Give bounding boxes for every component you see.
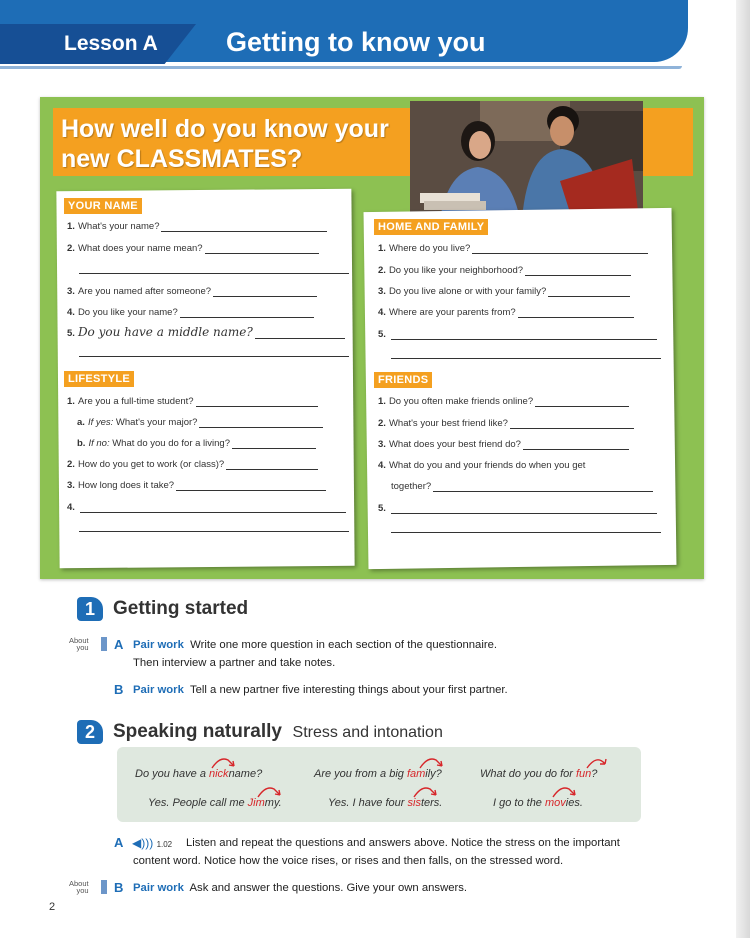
lifestyle-q4 <box>67 502 346 513</box>
q-text: Do you like your neighborhood? <box>388 265 524 276</box>
stressed-syllable: fun <box>576 768 592 780</box>
section-number-2: 2 <box>77 720 103 744</box>
lifestyle-q2 <box>67 459 318 470</box>
q-number: 2. <box>378 418 386 429</box>
instruction-line: Ask and answer the questions. Give your own answers. <box>189 882 468 894</box>
example-question-3 <box>480 768 597 780</box>
q-number: 5. <box>378 329 386 340</box>
your-name-q3 <box>67 286 317 297</box>
q-number: 3. <box>67 286 75 297</box>
intonation-arrow-icon <box>551 785 579 799</box>
lifestyle-q3 <box>67 480 326 491</box>
q-number: 5. <box>67 328 75 339</box>
home-q2 <box>378 265 631 276</box>
answer-line[interactable] <box>391 358 661 359</box>
stressed-syllable: fam <box>406 768 426 780</box>
your-name-q2 <box>67 243 319 254</box>
q-number: 2. <box>378 265 386 276</box>
track-number: 1.02 <box>156 840 173 849</box>
exercise-letter-a: A <box>114 637 124 652</box>
q-text: Do you often make friends online? <box>388 396 534 407</box>
section-label-home-family: HOME AND FAMILY <box>374 219 488 235</box>
answer-line[interactable] <box>79 273 349 274</box>
phrase-part: ters. <box>420 797 443 809</box>
about-you-line-1: About <box>69 636 89 645</box>
home-q3 <box>378 286 630 297</box>
q-text: Where are your parents from? <box>388 307 516 318</box>
answer-line[interactable] <box>226 460 318 470</box>
answer-line[interactable] <box>213 287 317 297</box>
intonation-arrow-icon <box>585 756 609 770</box>
exercise-2a-text-line-1: Listen and repeat the questions and answers above. Notice the stress on the important <box>186 837 620 849</box>
exercise-1b-text <box>133 681 508 699</box>
q-number: 3. <box>67 480 75 491</box>
q-text: Do you like your name? <box>77 307 178 318</box>
your-name-q4 <box>67 307 314 318</box>
q-number: 2. <box>67 243 75 254</box>
section-label-friends: FRIENDS <box>374 372 432 388</box>
instruction-line: Tell a new partner five interesting things about your first partner. <box>189 684 508 696</box>
answer-line[interactable] <box>391 532 661 533</box>
answer-line[interactable] <box>79 531 349 532</box>
home-q4 <box>378 307 634 318</box>
banner-line-2-caps: CLASSMATES? <box>116 145 303 173</box>
lifestyle-qb <box>77 438 316 449</box>
header-underline <box>0 66 682 69</box>
your-name-q1 <box>67 221 327 232</box>
q-text: What does your name mean? <box>77 243 203 254</box>
answer-line[interactable] <box>518 308 634 318</box>
phrase-part: my. <box>264 797 282 809</box>
students-illustration <box>410 101 643 219</box>
about-you-icon <box>69 880 89 894</box>
answer-line[interactable] <box>433 482 653 492</box>
q-text: What's your best friend like? <box>388 418 508 429</box>
section-title-speaking-naturally <box>113 721 443 743</box>
about-you-icon <box>69 637 89 651</box>
phrase-part: What do you do for <box>480 768 576 780</box>
answer-line[interactable] <box>523 440 629 450</box>
q-text: What's your major? <box>115 417 198 428</box>
stressed-syllable: mov <box>544 797 566 809</box>
exercise-2b-text <box>133 879 467 897</box>
q-text: What do you and your friends do when you get <box>388 460 586 471</box>
answer-line[interactable] <box>391 504 657 514</box>
answer-line[interactable] <box>525 266 631 276</box>
exercise-letter-a: A <box>114 835 124 850</box>
answer-line[interactable] <box>472 244 648 254</box>
pair-work-label: Pair work <box>133 639 184 651</box>
section-title-getting-started: Getting started <box>113 598 249 619</box>
stressed-syllable: nick <box>209 768 229 780</box>
friends-q1 <box>378 396 629 407</box>
q-number: 4. <box>378 307 386 318</box>
answer-line[interactable] <box>199 418 323 428</box>
exercise-letter-b: B <box>114 880 124 895</box>
exercise-letter-b: B <box>114 682 124 697</box>
intonation-arrow-icon <box>256 785 284 799</box>
about-you-line-1: About <box>69 879 89 888</box>
q-prefix: If no: <box>88 438 110 449</box>
answer-line[interactable] <box>391 330 657 340</box>
q-number: 2. <box>67 459 75 470</box>
lesson-label: Lesson A <box>64 32 158 55</box>
example-question-1 <box>135 768 262 780</box>
phrase-part: name? <box>228 768 263 780</box>
q-text: What does your best friend do? <box>388 439 521 450</box>
friends-q3 <box>378 439 629 450</box>
instruction-line: Write one more question in each section of the questionnaire. <box>190 639 498 651</box>
q-prefix: If yes: <box>87 417 114 428</box>
friends-q4-cont <box>391 481 653 492</box>
answer-line[interactable] <box>205 244 319 254</box>
q-number: 1. <box>378 243 386 254</box>
q-text: Where do you live? <box>388 243 471 254</box>
lifestyle-qa <box>77 417 323 428</box>
banner-line-2-prefix: new <box>61 145 117 173</box>
banner-title <box>61 114 389 174</box>
q-number: 4. <box>67 502 75 513</box>
intonation-arrow-icon <box>210 756 238 770</box>
answer-line[interactable] <box>232 439 316 449</box>
audio-track[interactable] <box>132 836 172 850</box>
q-number: a. <box>77 417 85 428</box>
phrase-part: Are you from a big <box>314 768 407 780</box>
q-number: 4. <box>67 307 75 318</box>
answer-line[interactable] <box>255 329 345 339</box>
q-text: Are you a full-time student? <box>77 396 194 407</box>
q-number: b. <box>77 438 86 449</box>
phrase-part: ies. <box>565 797 583 809</box>
answer-line[interactable] <box>535 397 629 407</box>
pair-work-label: Pair work <box>133 882 184 894</box>
q-text: How do you get to work (or class)? <box>77 459 225 470</box>
q-text: Do you live alone or with your family? <box>388 286 547 297</box>
answer-line[interactable] <box>161 222 327 232</box>
about-you-line-2: you <box>76 643 89 652</box>
q-text: What's your name? <box>77 221 160 232</box>
home-q1 <box>378 243 648 254</box>
phrase-part: I go to the <box>493 797 545 809</box>
students-photo <box>410 101 643 219</box>
about-you-line-2: you <box>76 886 89 895</box>
pair-work-label: Pair work <box>133 684 184 696</box>
answer-line[interactable] <box>180 308 314 318</box>
q-text: together? <box>391 481 432 492</box>
answer-line[interactable] <box>80 503 346 513</box>
friends-q4 <box>378 460 585 471</box>
friends-q5 <box>378 503 657 514</box>
phrase-part: Do you have a <box>135 768 209 780</box>
intonation-arrow-icon <box>418 756 446 770</box>
about-you-bar <box>101 880 107 894</box>
about-you-bar <box>101 637 107 651</box>
q-text: What do you do for a living? <box>112 438 230 449</box>
q-number: 1. <box>378 396 386 407</box>
section-title-main: Speaking naturally <box>113 721 282 742</box>
lesson-title: Getting to know you <box>226 27 486 57</box>
phrase-part: Yes. I have four <box>328 797 408 809</box>
q-text: How long does it take? <box>77 480 175 491</box>
answer-line[interactable] <box>510 419 634 429</box>
friends-q2 <box>378 418 634 429</box>
exercise-2a-text-line-2: content word. Notice how the voice rises, or rises and then falls, on the stressed word. <box>133 855 564 867</box>
q-number: 5. <box>378 503 386 514</box>
phrase-part: ily? <box>425 768 442 780</box>
answer-line[interactable] <box>176 481 326 491</box>
banner-line-2 <box>61 144 389 174</box>
page-edge <box>736 0 750 938</box>
exercise-1a-text <box>133 636 497 672</box>
intonation-arrow-icon <box>412 785 440 799</box>
q-text: Are you named after someone? <box>77 286 212 297</box>
section-subtitle: Stress and intonation <box>292 724 443 741</box>
phrase-part: ? <box>591 768 598 780</box>
lifestyle-q1 <box>67 396 318 407</box>
banner-line-1: How well do you know your <box>61 115 389 143</box>
q-number: 3. <box>378 439 386 450</box>
your-name-q5 <box>67 325 345 339</box>
phrase-part: Yes. People call me <box>148 797 248 809</box>
q-number: 1. <box>67 396 75 407</box>
stressed-syllable: sis <box>407 797 421 809</box>
q-number: 1. <box>67 221 75 232</box>
stressed-syllable: Jim <box>247 797 265 809</box>
q-number: 4. <box>378 460 386 471</box>
section-label-lifestyle: LIFESTYLE <box>64 371 134 387</box>
answer-line[interactable] <box>548 287 630 297</box>
instruction-line: Then interview a partner and take notes. <box>133 657 336 669</box>
section-label-your-name: YOUR NAME <box>64 198 142 214</box>
answer-line[interactable] <box>79 356 349 357</box>
section-number-1: 1 <box>77 597 103 621</box>
q-number: 3. <box>378 286 386 297</box>
home-q5 <box>378 329 657 340</box>
handwritten-question: Do you have a middle name? <box>77 325 253 339</box>
card-home-family-friends <box>364 208 677 569</box>
page-number: 2 <box>49 901 56 913</box>
answer-line[interactable] <box>196 397 318 407</box>
speaker-icon[interactable]: ◀))) <box>132 836 154 850</box>
